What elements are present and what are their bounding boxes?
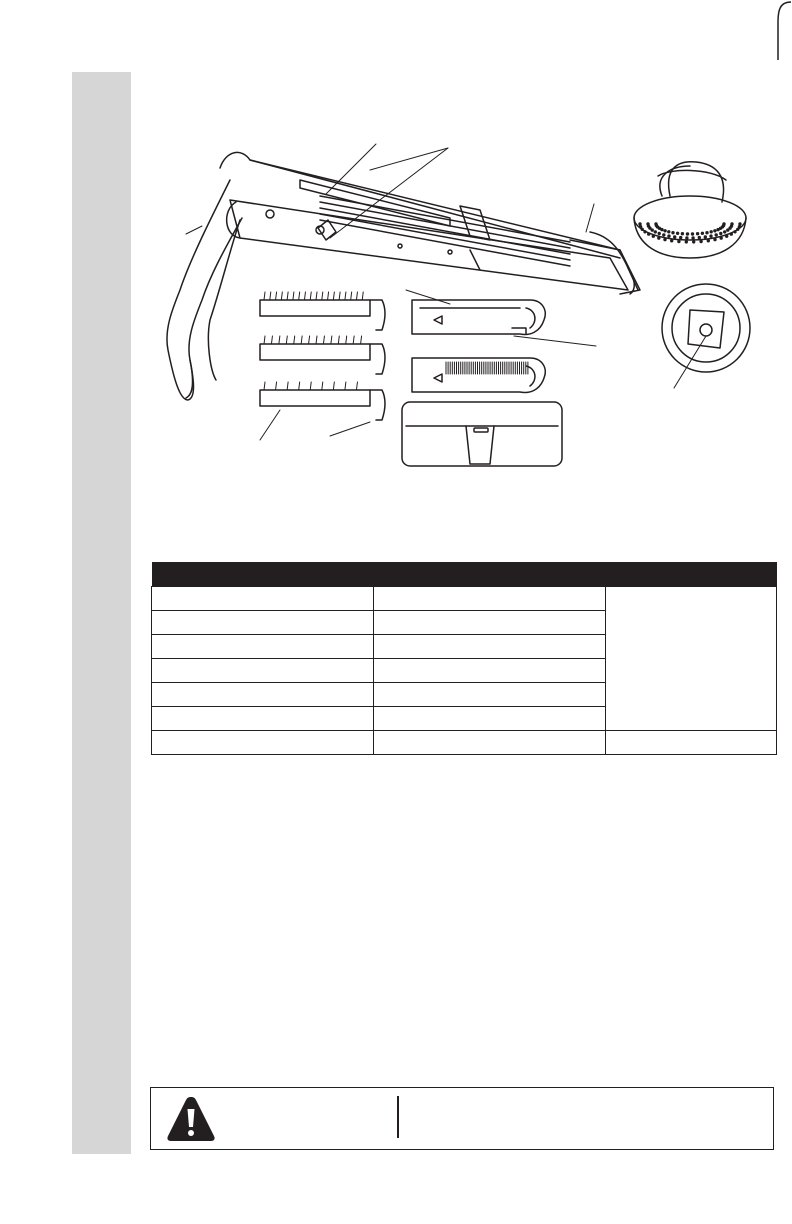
table-cell bbox=[152, 611, 374, 635]
table-cell bbox=[374, 587, 606, 611]
side-strip bbox=[72, 72, 131, 1154]
table-cell bbox=[374, 611, 606, 635]
table-row bbox=[152, 731, 777, 755]
table-cell bbox=[152, 683, 374, 707]
warning-divider bbox=[397, 1096, 399, 1138]
table-cell bbox=[152, 659, 374, 683]
warning-box bbox=[150, 1087, 774, 1150]
table-header-cell bbox=[606, 562, 777, 587]
table-cell bbox=[374, 707, 606, 731]
blade-comb-set bbox=[260, 292, 385, 440]
table-cell bbox=[374, 731, 606, 755]
table-cell bbox=[152, 707, 374, 731]
table-cell bbox=[606, 731, 777, 755]
table-cell bbox=[152, 731, 374, 755]
table-header-cell bbox=[374, 562, 606, 587]
table-cell bbox=[152, 587, 374, 611]
page-curl-icon bbox=[760, 0, 792, 60]
parts-table bbox=[151, 562, 777, 755]
food-holder bbox=[634, 162, 750, 388]
product-illustration bbox=[150, 140, 790, 480]
table-cell bbox=[374, 635, 606, 659]
blade-insert-set bbox=[406, 290, 596, 392]
table-header-row bbox=[152, 562, 777, 587]
table-merged-cell bbox=[606, 587, 777, 731]
warning-triangle-icon bbox=[165, 1094, 217, 1144]
mandoline-body bbox=[167, 144, 640, 400]
table-header-cell bbox=[152, 562, 374, 587]
table-cell bbox=[374, 659, 606, 683]
table-row bbox=[152, 587, 777, 611]
table-cell bbox=[374, 683, 606, 707]
storage-case bbox=[402, 402, 562, 466]
table-cell bbox=[152, 635, 374, 659]
